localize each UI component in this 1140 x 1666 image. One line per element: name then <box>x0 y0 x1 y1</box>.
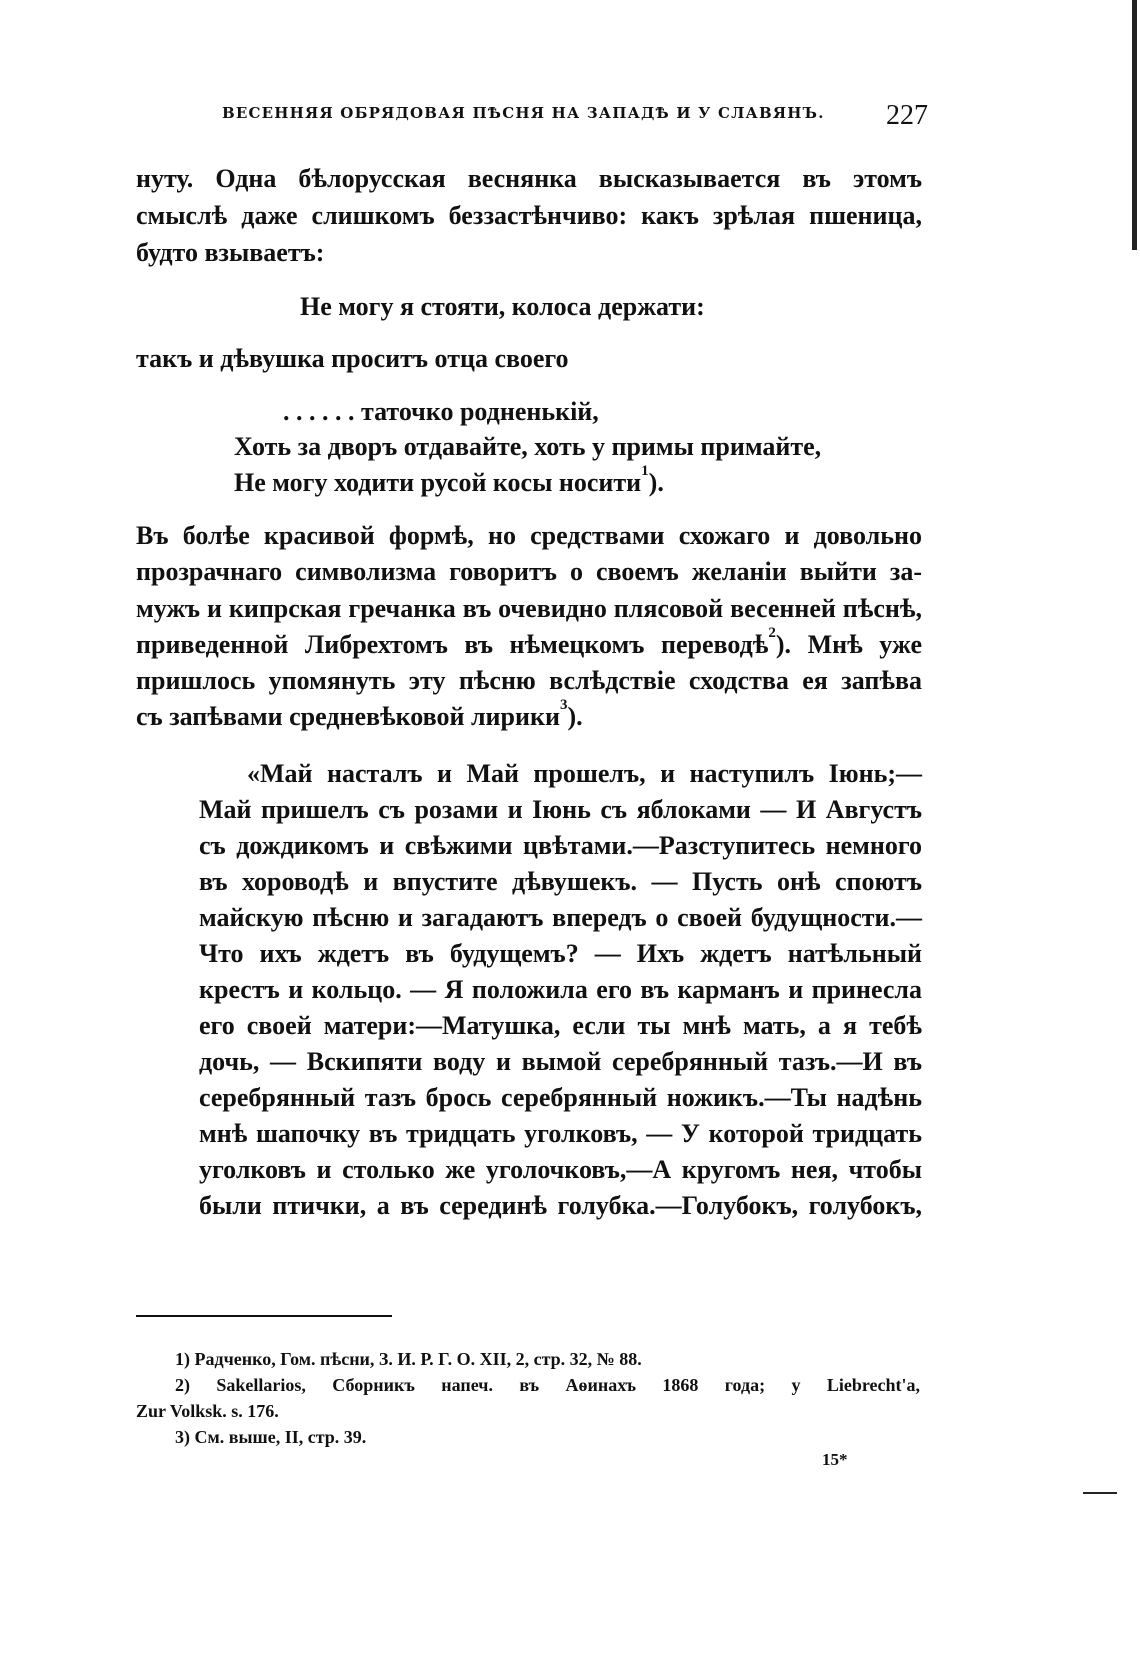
verse-line-1: Не могу я стояти, колоса держати: <box>300 292 705 321</box>
footnote-1: 1) Радченко, Гом. пѣсни, З. И. Р. Г. О. XII, 2, стр. 32, № 88. <box>175 1349 642 1369</box>
song-line-1: «Май насталъ и Май прошелъ, и наступилъ Іюнь;— <box>247 759 922 788</box>
song-line-8: его своей матери:—Матушка, если ты мнѣ мать, а я тебѣ <box>199 1011 922 1040</box>
footnote-2-continued: Zur Volksk. s. 176. <box>136 1401 279 1421</box>
para2-line-4-text: приведенной Либрехтомъ въ нѣмецкомъ переводѣ <box>136 630 769 659</box>
song-line-6: Что ихъ ждетъ въ будущемъ? — Ихъ ждетъ натѣльный <box>199 939 922 968</box>
song-line-12: уголковъ и столько же уголочковъ,—А кругомъ нея, чтобы <box>199 1155 922 1184</box>
scan-edge-mark <box>1132 0 1137 250</box>
para1-line-1: нуту. Одна бѣлорусская веснянка высказывается въ этомъ <box>136 164 922 193</box>
song-line-7: крестъ и кольцо. — Я положила его въ карманъ и принесла <box>199 975 922 1004</box>
footnote-2: 2) Sakellarios, Сборникъ напеч. въ Аѳинахъ 1868 года; у Liebrecht'a, <box>175 1375 920 1395</box>
scan-edge-dash <box>1083 1492 1117 1494</box>
para2-line-4-tail: ). Мнѣ уже <box>775 630 922 659</box>
verse2-line-3-tail: ). <box>648 468 664 497</box>
para2-line-5: пришлось упомянуть эту пѣсню вслѣдствіе сходства ея запѣва <box>136 666 922 695</box>
footnote-ref-2: 2 <box>768 625 776 641</box>
song-line-10: серебрянный тазъ брось серебрянный ножикъ.—Ты надѣнь <box>199 1083 922 1112</box>
para2-line-1: Въ болѣе красивой формѣ, но средствами схожаго и довольно <box>136 521 922 550</box>
para1-line-2: смыслѣ даже слишкомъ беззастѣнчиво: какъ зрѣлая пшеница, <box>136 201 922 230</box>
page-number: 227 <box>886 100 928 131</box>
para2-line-6-tail: ). <box>567 702 583 731</box>
verse2-line-2: Хоть за дворъ отдавайте, хоть у примы примайте, <box>234 432 822 461</box>
song-line-11: мнѣ шапочку въ тридцать уголковъ, — У которой тридцать <box>199 1119 922 1148</box>
footnote-3: 3) См. выше, II, стр. 39. <box>175 1427 367 1447</box>
verse2-line-3-text: Не могу ходити русой косы носити <box>234 468 642 497</box>
verse2-line-1: . . . . . . таточко родненькій, <box>283 397 599 426</box>
para2-line-4 <box>136 625 922 662</box>
signature-mark: 15* <box>822 1450 848 1469</box>
song-line-9: дочь, — Вскипяти воду и вымой серебрянный тазъ.—И въ <box>199 1047 922 1076</box>
para1-line-3: будто взываетъ: <box>136 238 325 267</box>
footnote-separator <box>136 1315 392 1317</box>
song-line-4: въ хороводѣ и впустите дѣвушекъ. — Пусть онѣ споютъ <box>199 867 922 896</box>
song-line-5: майскую пѣсню и загадаютъ впередъ о своей будущности.— <box>199 903 922 932</box>
verse2-line-3 <box>234 463 664 500</box>
connecting-line: такъ и дѣвушка проситъ отца своего <box>136 344 569 373</box>
song-line-2: Май пришелъ съ розами и Іюнь съ яблоками — И Августъ <box>199 795 922 824</box>
para2-line-6-text: съ запѣвами средневѣковой лирики <box>136 702 560 731</box>
song-line-3: съ дождикомъ и свѣжими цвѣтами.—Разступитесь немного <box>199 831 922 860</box>
running-title: ВЕСЕННЯЯ ОБРЯДОВАЯ ПѢСНЯ НА ЗАПАДѢ И У СЛАВЯНЪ. <box>222 104 825 122</box>
para2-line-2: прозрачнаго символизма говоритъ о своемъ желаніи выйти за- <box>136 557 922 586</box>
footnote-ref-3: 3 <box>559 697 568 713</box>
song-line-13: были птички, а въ серединѣ голубка.—Голубокъ, голубокъ, <box>199 1191 922 1220</box>
para2-line-6 <box>136 697 583 734</box>
para2-line-3: мужъ и кипрская гречанка въ очевидно плясовой весенней пѣснѣ, <box>136 594 922 623</box>
footnote-ref-1: 1 <box>641 463 649 479</box>
